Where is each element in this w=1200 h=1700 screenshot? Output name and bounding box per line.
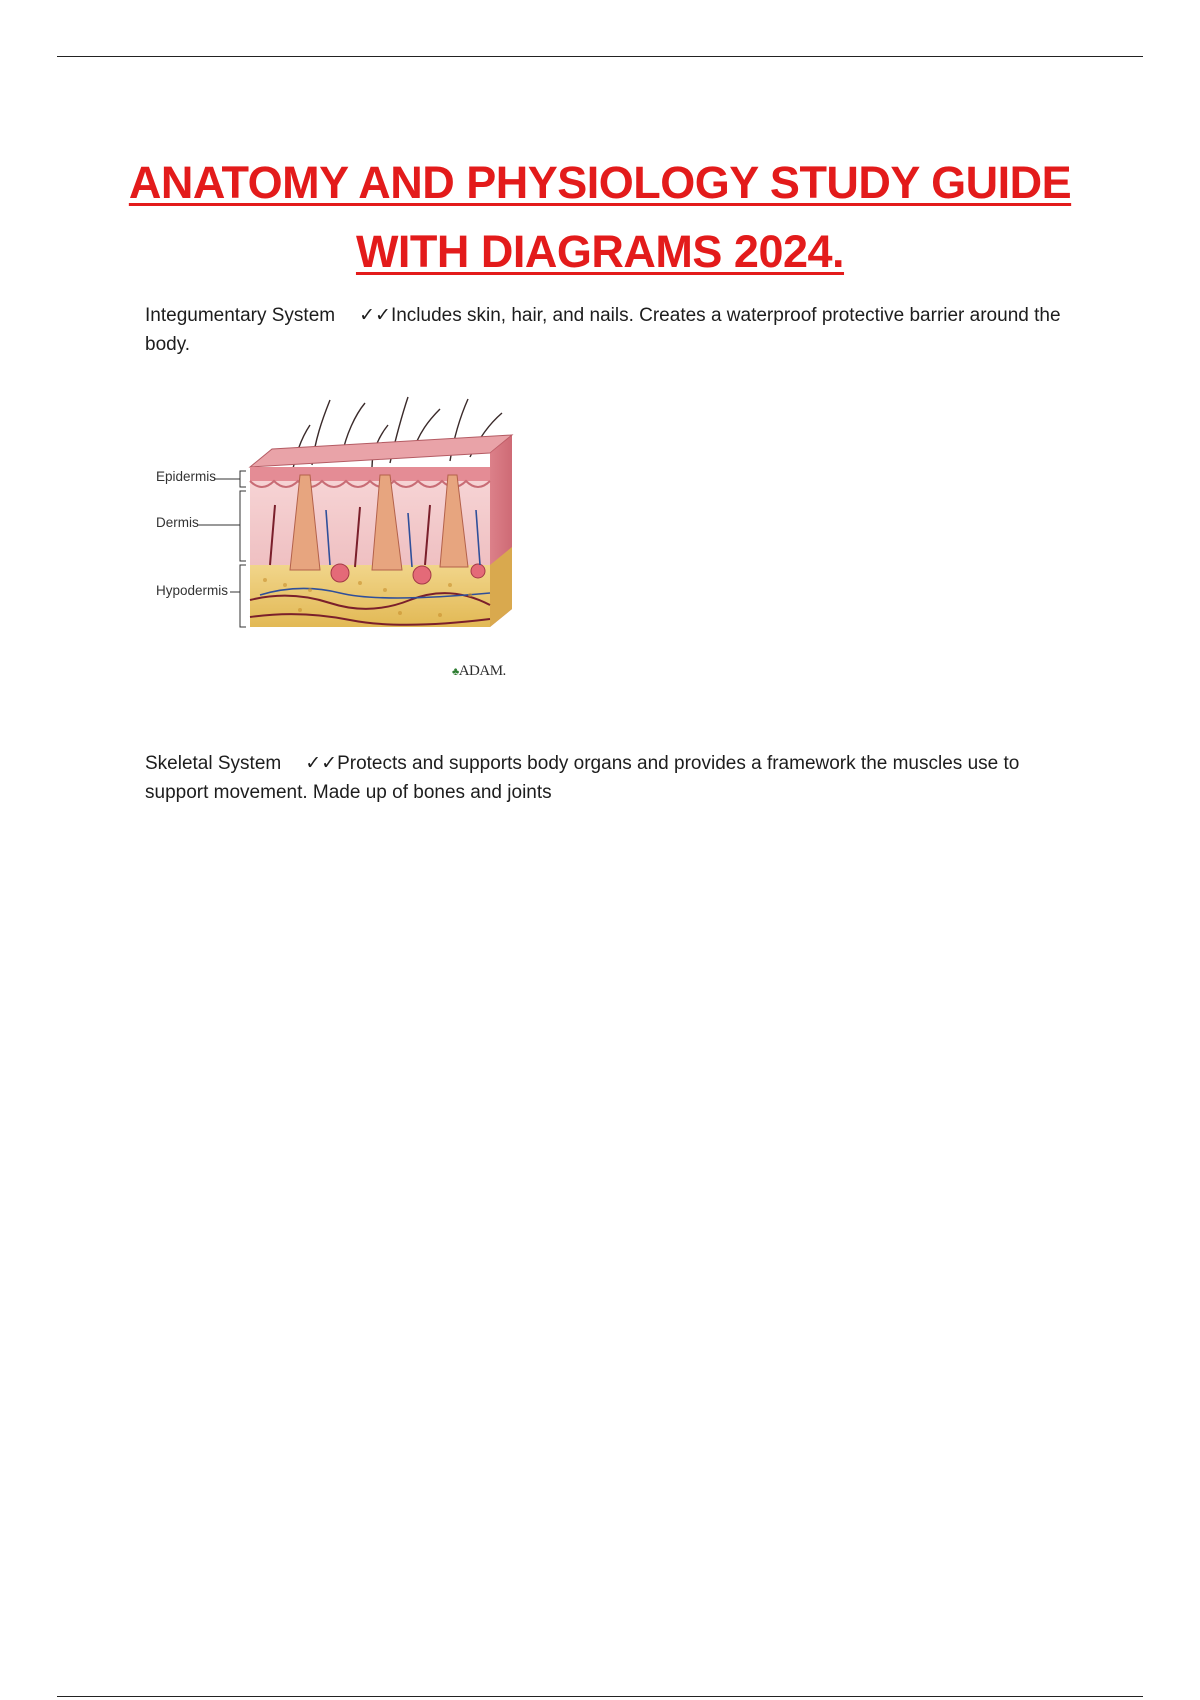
checkmarks: ✓✓ — [305, 753, 338, 774]
label-dermis: Dermis — [156, 515, 199, 530]
entry-skeletal — [145, 750, 1080, 807]
title-line-2: WITH DIAGRAMS 2024. — [355, 226, 845, 277]
skin-diagram — [150, 395, 530, 685]
label-hypodermis: Hypodermis — [156, 583, 229, 598]
entry-term: Integumentary System — [145, 305, 336, 326]
label-epidermis: Epidermis — [156, 469, 217, 484]
header-rule — [57, 56, 1143, 57]
image-credit: ♣ADAM. — [452, 663, 506, 679]
title-line-1: ANATOMY AND PHYSIOLOGY STUDY GUIDE — [128, 157, 1072, 208]
footer-rule — [57, 1696, 1143, 1697]
entry-integumentary — [145, 302, 1080, 359]
leaf-icon: ♣ — [452, 666, 459, 678]
entry-definition: Protects and supports body organs and provides a framework the muscles use to support movement. Made up of bones and joints — [145, 753, 1020, 803]
checkmarks: ✓✓ — [359, 305, 391, 326]
page-title — [100, 148, 1100, 286]
skin-cross-section-image — [150, 395, 530, 655]
entry-term: Skeletal System — [145, 753, 282, 774]
entry-definition: Includes skin, hair, and nails. Creates a waterproof protective barrier around the body. — [145, 305, 1061, 355]
